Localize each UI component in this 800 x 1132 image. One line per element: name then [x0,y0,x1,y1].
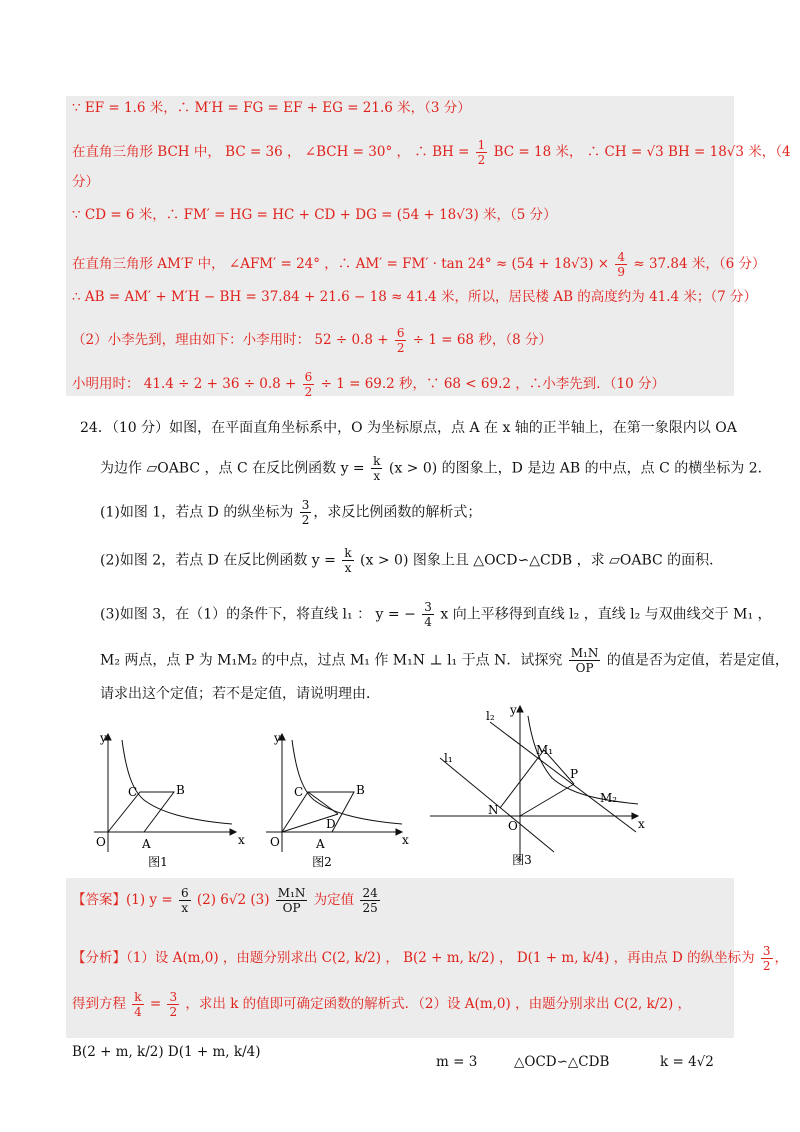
fig3-label-x: x [638,817,645,831]
fig3-caption: 图3 [512,853,532,867]
question-line-1: 24．（10 分）如图，在平面直角坐标系中，O 为坐标原点，点 A 在 x 轴的正半轴上，在第一象限内以 OA [80,420,737,436]
fig1-label-o: O [96,835,106,849]
fig1-label-a: A [142,837,151,851]
answer-line-4-k: k = 4√2 [660,1054,714,1070]
fig1-parallelogram [108,792,174,832]
figure-3 [428,702,658,870]
question-part-3-end: 请求出这个定值；若不是定值，请说明理由． [100,686,380,702]
fig2-hyperbola [292,740,402,824]
fig3-y-arrow [517,706,523,712]
fig1-caption: 图1 [148,855,168,869]
figure-1 [86,728,246,870]
question-part-3: (3)如图 3，在（1）的条件下，将直线 l₁ ： y = − $\frac{3}{4}$ x 向上平移得到直线 l₂ ，直线 l₂ 与双曲线交于 M₁ ， [100,600,772,629]
fig2-label-x: x [402,833,409,847]
fig1-x-arrow [230,829,236,835]
question-part-1: (1)如图 1，若点 D 的纵坐标为 $\frac{3}{2}$ ，求反比例函数的解析式； [100,498,482,527]
fig3-label-l2: l₂ [486,709,495,723]
fig2-label-y: y [274,731,281,745]
fig3-label-y: y [510,703,517,717]
fig2-label-c: C [294,785,304,799]
answer-line-1: 【答案】(1) y = $\frac{6}{x}$ (2) 6√2 (3) $\frac{\text{M₁N}}{OP}$ 为定值 $\frac{24}{25}$ [72,886,378,915]
question-part-2: (2)如图 2，若点 D 在反比例函数 y = $\frac{k}{x}$ (x > 0) 图象上且 △OCD∽△CDB ，求 ▱OABC 的面积． [100,546,724,575]
answer-line-4-m: m = 3 [436,1054,478,1070]
fig1-label-b: B [176,783,185,797]
solution-line-4: ∵ CD = 6 米，∴ FM′ = HG = HC + CD + DG = (54 + 18√3) 米，（5 分） [72,207,557,223]
question-line-2: 为边作 ▱OABC ，点 C 在反比例函数 y = $\frac{k}{x}$ (x > 0) 的图象上，D 是边 AB 的中点，点 C 的横坐标为 2． [100,454,772,483]
fig3-label-m1: M₁ [536,743,554,757]
fig2-label-b: B [356,783,365,797]
fig1-label-x: x [238,833,245,847]
solution-line-7: （2）小李先到，理由如下：小李用时： 52 ÷ 0.8 + $\frac{6}{2}$ ÷ 1 = 68 秒，（8 分） [72,326,552,355]
fig2-cd [308,792,338,814]
fig2-label-o: O [270,835,280,849]
solution-line-8: 小明用时： 41.4 ÷ 2 + 36 ÷ 0.8 + $\frac{6}{2}$ ÷ 1 = 69.2 秒，∵ 68 < 69.2 ，∴小李先到．（10 分） [72,370,665,399]
fig1-label-y: y [100,731,107,745]
answer-line-4: B(2 + m, k/2) D(1 + m, k/4) [72,1044,261,1060]
fig3-label-o: O [508,819,518,833]
solution-line-2: 在直角三角形 BCH 中， BC = 36 ， ∠BCH = 30° ， ∴ BH = $\frac{1}{2}$ BC = 18 米， ∴ CH = √3 BH = 18√3 米，（4 [72,138,791,167]
answer-line-3: 得到方程 $\frac{k}{4}$ = $\frac{3}{2}$ ，求出 k 的值即可确定函数的解析式．（2）设 A(m,0) ，由题分别求出 C(2, k/2) ， [72,990,691,1019]
fig1-hyperbola [122,740,232,824]
solution-line-3: 分） [72,174,99,190]
fig2-label-a: A [316,837,325,851]
fig1-label-c: C [128,785,138,799]
fig3-label-p: P [570,767,579,781]
fig3-m1n [500,750,544,808]
question-part-3-cont: M₂ 两点，点 P 为 M₁M₂ 的中点，过点 M₁ 作 M₁N ⊥ l₁ 于点 N．试探究 $\frac{\text{M₁N}}{OP}$ 的值是否为定值，若是定值， [100,646,789,675]
solution-line-6: ∴ AB = AM′ + M′H − BH = 37.84 + 21.6 − 18 ≈ 41.4 米，所以，居民楼 AB 的高度约为 41.4 米；（7 分） [72,289,758,305]
solution-line-5: 在直角三角形 AM′F 中， ∠AFM′ = 24° ，∴ AM′ = FM′ · tan 24° ≈ (54 + 18√3) × $\frac{4}{9}$ ≈ 37.84 米，（6 分） [72,250,766,279]
fig3-op [520,784,574,816]
fig3-label-n: N [488,803,499,817]
fig2-label-d: D [326,817,336,831]
answer-line-2: 【分析】（1）设 A(m,0) ，由题分别求出 C(2, k/2) ， B(2 + m, k/2) ， D(1 + m, k/4) ，再由点 D 的纵坐标为 $\frac{3}{2}$ ， [72,944,789,973]
fig2-caption: 图2 [312,855,332,869]
fig3-label-l1: l₁ [444,751,453,765]
solution-line-1: ∵ EF = 1.6 米，∴ M′H = FG = EF + EG = 21.6 米，（3 分） [72,100,471,116]
fig3-hyperbola [528,716,638,804]
fig3-label-m2: M₂ [600,791,618,805]
figure-2 [262,728,412,870]
answer-line-4-similar: △OCD∽△CDB [514,1054,610,1070]
fig2-parallelogram [282,792,354,832]
